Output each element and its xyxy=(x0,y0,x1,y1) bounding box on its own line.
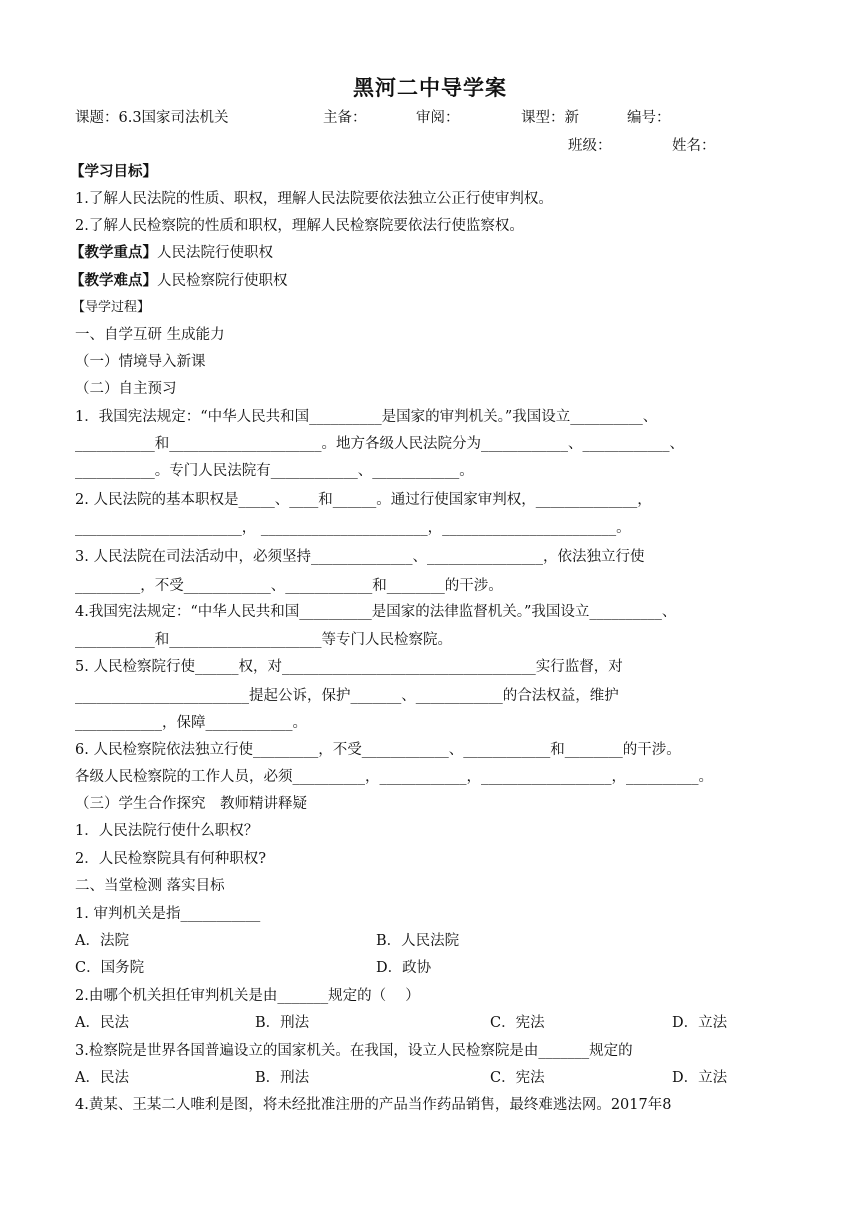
focus-line xyxy=(70,243,273,263)
preview-line: ________________________提起公诉，保护_______、____________的合法权益，维护 xyxy=(75,688,619,704)
option-d: D．政协 xyxy=(376,960,432,976)
preview-line: ___________和_____________________等专门人民检察院。 xyxy=(75,632,452,648)
option-c: C．宪法 xyxy=(490,1070,545,1086)
preview-line: _________，不受____________、____________和________的干涉。 xyxy=(75,578,503,594)
reviewer-label: 审阅： xyxy=(416,110,460,126)
preview-line: ___________。专门人民法院有____________、____________。 xyxy=(75,463,474,479)
focus-text: 人民法院行使职权 xyxy=(157,245,273,261)
preview-line: 1．我国宪法规定：“中华人民共和国__________是国家的审判机关。”我国设立__________、 xyxy=(75,409,658,425)
option-c: C．宪法 xyxy=(490,1015,545,1031)
test-question: 1. 审判机关是指___________ xyxy=(75,906,261,922)
preview-line: 各级人民检察院的工作人员，必须__________，____________，__________________，__________。 xyxy=(75,769,713,785)
goals-heading: 【学习目标】 xyxy=(70,164,157,180)
option-a: A．民法 xyxy=(75,1015,129,1031)
difficulty-text: 人民检察院行使职权 xyxy=(157,273,288,289)
preview-line: 4.我国宪法规定：“中华人民共和国__________是国家的法律监督机关。”我国设立__________、 xyxy=(75,604,677,620)
test-heading: 二、当堂检测 落实目标 xyxy=(75,878,225,894)
preview-line: 3. 人民法院在司法活动中，必须坚持______________、________________，依法独立行使 xyxy=(75,549,645,565)
page-title: 黑河二中导学案 xyxy=(353,76,507,100)
preview-line: 6. 人民检察院依法独立行使_________，不受____________、____________和________的干涉。 xyxy=(75,742,681,758)
coop-question: 1．人民法院行使什么职权？ xyxy=(75,823,259,839)
focus-label: 【教学重点】 xyxy=(70,245,157,261)
lesson-type-label: 课型：新 xyxy=(521,110,579,126)
author-label: 主备： xyxy=(323,110,367,126)
option-a: A．民法 xyxy=(75,1070,129,1086)
option-d: D．立法 xyxy=(672,1015,728,1031)
class-label: 班级： xyxy=(568,138,612,154)
topic-label: 课题：6.3国家司法机关 xyxy=(75,110,229,126)
goal-item: 1.了解人民法院的性质、职权，理解人民法院要依法独立公正行使审判权。 xyxy=(75,191,553,207)
difficulty-label: 【教学难点】 xyxy=(70,273,157,289)
preview-line: ____________，保障____________。 xyxy=(75,715,307,731)
test-question: 3.检察院是世界各国普遍设立的国家机关。在我国，设立人民检察院是由_______规定的 xyxy=(75,1043,633,1059)
number-label: 编号： xyxy=(627,110,671,126)
option-b: B．人民法院 xyxy=(376,933,460,949)
test-question: 2.由哪个机关担任审判机关是由_______规定的（ ） xyxy=(75,988,420,1004)
option-d: D．立法 xyxy=(672,1070,728,1086)
preview-line: 2. 人民法院的基本职权是_____、____和______。通过行使国家审判权，______________， xyxy=(75,492,652,508)
difficulty-line xyxy=(70,271,288,291)
preview-line: ___________和_____________________。地方各级人民法院分为____________、____________、 xyxy=(75,436,684,452)
preview-line: _______________________， _______________________，________________________。 xyxy=(75,520,631,536)
option-b: B．刑法 xyxy=(255,1070,310,1086)
student-name-label: 姓名： xyxy=(672,138,716,154)
goal-item: 2.了解人民检察院的性质和职权，理解人民检察院要依法行使监察权。 xyxy=(75,218,524,234)
section-heading: （一）情境导入新课 xyxy=(75,354,206,370)
option-c: C．国务院 xyxy=(75,960,145,976)
preview-line: 5. 人民检察院行使______权，对___________________________________实行监督，对 xyxy=(75,659,623,675)
option-a: A．法院 xyxy=(75,933,129,949)
section-heading: （二）自主预习 xyxy=(75,381,177,397)
option-b: B．刑法 xyxy=(255,1015,310,1031)
coop-heading: （三）学生合作探究 教师精讲释疑 xyxy=(75,796,307,812)
test-question: 4.黄某、王某二人唯利是图，将未经批准注册的产品当作药品销售，最终难逃法网。2017年8 xyxy=(75,1097,672,1113)
part1-heading: 一、自学互研 生成能力 xyxy=(75,327,225,343)
coop-question: 2．人民检察院具有何种职权? xyxy=(75,851,266,867)
process-heading: 【导学过程】 xyxy=(72,300,151,315)
